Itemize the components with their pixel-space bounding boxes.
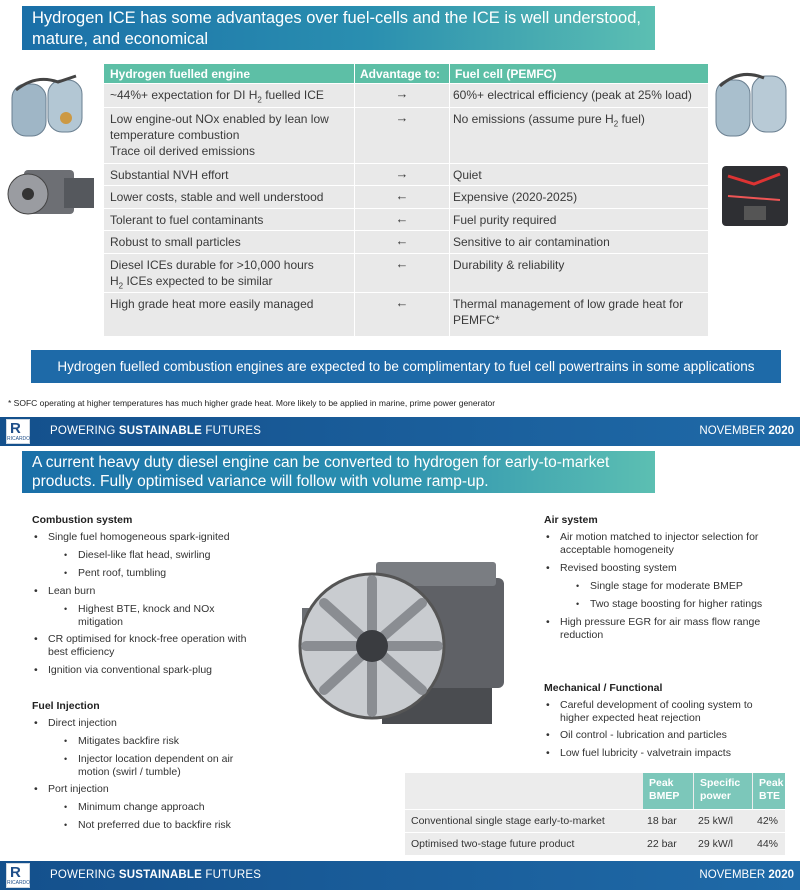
list-item: • Single fuel homogeneous spark-ignited (34, 531, 230, 543)
arrow-right-icon: → (395, 166, 409, 181)
footer-date: NOVEMBER 2020 (699, 425, 794, 437)
tagline: POWERING SUSTAINABLE FUTURES (50, 869, 262, 881)
cell-fuel-cell: Quiet (453, 168, 482, 182)
cell-ice: Low engine-out NOx enabled by lean low temperature combustion Trace oil derived emissions (110, 112, 329, 158)
table-row (104, 208, 708, 230)
list-item: • Ignition via conventional spark-plug (34, 664, 213, 676)
fuel-injection-title: Fuel Injection (32, 700, 100, 712)
table-row: Conventional single stage early-to-market 18 bar 25 kW/l 42% (405, 809, 785, 832)
list-item: • Injector location dependent on air motion (swirl / tumble) (64, 753, 234, 778)
fuel-cell-image-right (714, 156, 796, 234)
arrow-left-icon: ← (395, 211, 409, 226)
list-item: • Oil control - lubrication and particles (546, 729, 727, 741)
list-item: • Revised boosting system (546, 562, 677, 574)
cell-ice: High grade heat more easily managed (110, 297, 314, 311)
table-row (104, 107, 708, 163)
table-row (104, 253, 708, 292)
hydrogen-tanks-image-right (712, 68, 798, 148)
cell-fuel-cell: Expensive (2020-2025) (453, 190, 578, 204)
slide1-title: Hydrogen ICE has some advantages over fuel-cells and the ICE is well understood, mature, and economical (22, 6, 655, 50)
arrow-right-icon: → (395, 86, 409, 101)
arrow-right-icon: → (395, 110, 409, 125)
advantage-table (104, 64, 708, 336)
table-row: Optimised two-stage future product 22 bar 29 kW/l 44% (405, 832, 785, 855)
advantage-table-header (104, 64, 708, 83)
arrow-left-icon: ← (395, 295, 409, 310)
cell-ice: Substantial NVH effort (110, 168, 229, 182)
list-item: • Pent roof, tumbling (64, 567, 167, 579)
engine-image-left (4, 158, 100, 228)
footer-bar (0, 861, 800, 890)
list-item: • Not preferred due to backfire risk (64, 819, 231, 831)
table-row (104, 163, 708, 185)
tagline: POWERING SUSTAINABLE FUTURES (50, 425, 262, 437)
arrow-left-icon: ← (395, 188, 409, 203)
cell-ice: Diesel ICEs durable for >10,000 hours $H_2$ ICEs expected to be similar (110, 258, 314, 291)
mechanical-title: Mechanical / Functional (544, 682, 663, 694)
cell-ice: Robust to small particles (110, 235, 241, 249)
hydrogen-tanks-image-left (6, 70, 98, 145)
list-item: • Direct injection (34, 717, 117, 729)
list-item: • Careful development of cooling system to higher expected heat rejection (546, 699, 753, 724)
ricardo-logo: R RICARDO (7, 864, 31, 886)
footer-bar (0, 417, 800, 446)
list-item: • Minimum change approach (64, 801, 205, 813)
heavy-duty-engine-image (272, 548, 524, 748)
cell-fuel-cell: Durability & reliability (453, 258, 565, 272)
list-item: • Mitigates backfire risk (64, 735, 179, 747)
cell-fuel-cell: Thermal management of low grade heat for PEMFC* (453, 297, 684, 327)
list-item: • Port injection (34, 783, 109, 795)
table-row (104, 230, 708, 253)
table-row (104, 185, 708, 208)
list-item: • Single stage for moderate BMEP (576, 580, 743, 592)
footer-date: NOVEMBER 2020 (699, 869, 794, 881)
cell-fuel-cell: 60%+ electrical efficiency (peak at 25% load) (453, 88, 692, 102)
header-specific-power: Specific power (694, 773, 752, 809)
conclusion-banner: Hydrogen fuelled combustion engines are expected to be complimentary to fuel cell powertrains in some applications (31, 350, 781, 383)
air-system-title: Air system (544, 514, 598, 526)
list-item: • Lean burn (34, 585, 96, 597)
header-peak-bmep: Peak BMEP (643, 773, 693, 809)
cell-fuel-cell: Fuel purity required (453, 213, 557, 227)
arrow-left-icon: ← (395, 256, 409, 271)
slide2-title: A current heavy duty diesel engine can be converted to hydrogen for early-to-market products. Fully optimised variance will follow with volume ramp-up. (22, 451, 655, 493)
cell-ice: Tolerant to fuel contaminants (110, 213, 264, 227)
list-item: • High pressure EGR for air mass flow range reduction (546, 616, 761, 641)
list-item: • Two stage boosting for higher ratings (576, 598, 763, 610)
table-row (104, 83, 708, 107)
cell-ice: ~44%+ expectation for DI $H_2$ fuelled ICE (110, 88, 324, 105)
list-item: • Low fuel lubricity - valvetrain impacts (546, 747, 731, 759)
header-peak-bte: Peak BTE (753, 773, 785, 809)
header-advantage: Advantage to: (360, 67, 441, 81)
performance-table-header (405, 773, 785, 809)
cell-fuel-cell: No emissions (assume pure $H_2$ fuel) (453, 112, 645, 129)
list-item: • Air motion matched to injector selection for acceptable homogeneity (546, 531, 759, 556)
arrow-left-icon: ← (395, 233, 409, 248)
combustion-title: Combustion system (32, 514, 133, 526)
header-ice: Hydrogen fuelled engine (110, 67, 251, 81)
footnote: * SOFC operating at higher temperatures has much higher grade heat. More likely to be applied in marine, prime power generator (8, 398, 496, 408)
list-item: • Highest BTE, knock and NOx mitigation (64, 603, 215, 628)
list-item: • Diesel-like flat head, swirling (64, 549, 211, 561)
header-fuel-cell: Fuel cell (PEMFC) (455, 67, 557, 81)
table-row (104, 292, 708, 336)
list-item: • CR optimised for knock-free operation with best efficiency (34, 633, 247, 658)
cell-ice: Lower costs, stable and well understood (110, 190, 324, 204)
cell-fuel-cell: Sensitive to air contamination (453, 235, 610, 249)
ricardo-logo: R RICARDO (7, 420, 31, 442)
